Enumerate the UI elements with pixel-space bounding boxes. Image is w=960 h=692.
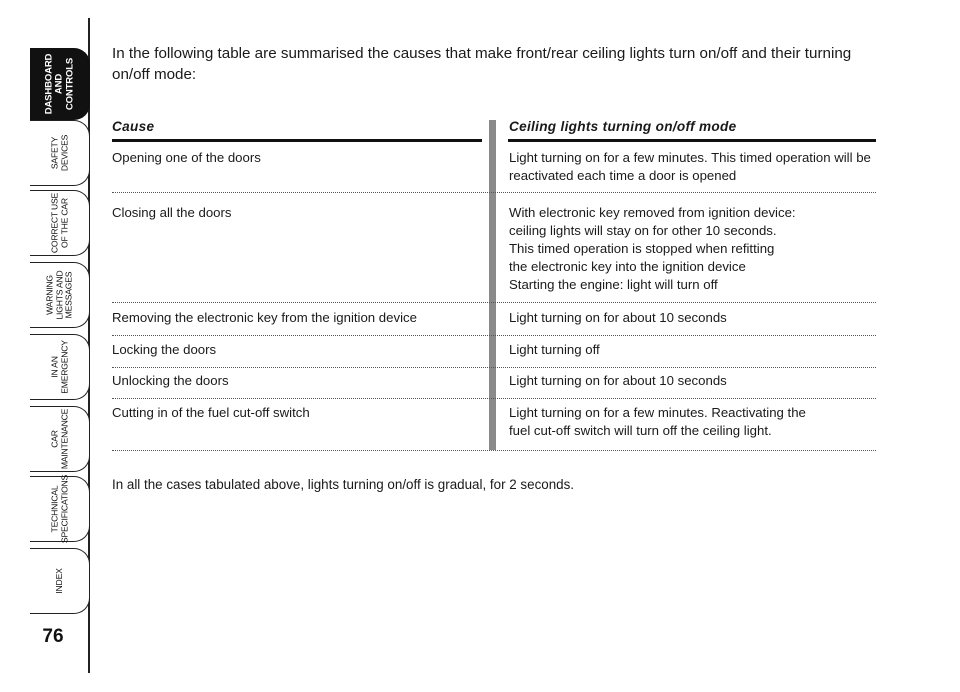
row-cause: Opening one of the doors [112, 150, 261, 165]
tab-label: WARNING LIGHTS AND MESSAGES [44, 270, 74, 320]
row-cause: Cutting in of the fuel cut-off switch [112, 405, 310, 420]
tab-car-maintenance[interactable] [30, 406, 90, 472]
row-mode: Light turning off [509, 342, 600, 357]
tab-correct-use[interactable] [30, 190, 90, 256]
tab-index[interactable] [30, 548, 90, 614]
row-cause: Unlocking the doors [112, 373, 229, 388]
tab-in-an-emergency[interactable] [30, 334, 90, 400]
footnote: In all the cases tabulated above, lights turning on/off is gradual, for 2 seconds. [112, 477, 575, 492]
row-mode: Light turning on for a few minutes. Reactivating the fuel cut-off switch will turn off the ceiling light. [509, 405, 806, 438]
intro-paragraph: In the following table are summarised the causes that make front/rear ceiling lights turn on/off and their turning on/off mode: [112, 45, 852, 83]
tab-label: DASHBOARD AND CONTROLS [42, 53, 75, 115]
page-number: 76 [42, 626, 64, 647]
row-cause: Removing the electronic key from the ignition device [112, 310, 417, 325]
header-rule-right [508, 139, 876, 142]
row-rule [112, 450, 876, 451]
column-divider-bar [489, 120, 496, 450]
tab-label: TECHNICAL SPECIFICATIONS [48, 474, 69, 544]
tab-warning-lights[interactable] [30, 262, 90, 328]
tab-dashboard-and-controls[interactable] [30, 48, 90, 120]
row-cause: Closing all the doors [112, 205, 232, 220]
row-rule [112, 192, 876, 193]
tab-label: SAFETY DEVICES [48, 134, 69, 172]
row-rule [112, 302, 876, 303]
row-mode: With electronic key removed from ignition device: ceiling lights will stay on for other 10 seconds. This timed operation is stopped when refitting the electronic key into the ignition device Starting the engine: light will turn off [509, 205, 796, 292]
row-mode: Light turning on for about 10 seconds [509, 310, 727, 325]
tab-safety-devices[interactable] [30, 120, 90, 186]
row-rule [112, 367, 876, 368]
tab-technical-specifications[interactable] [30, 476, 90, 542]
row-cause: Locking the doors [112, 342, 217, 357]
tab-label: IN AN EMERGENCY [48, 340, 69, 394]
header-mode: Ceiling lights turning on/off mode [509, 119, 737, 134]
header-cause: Cause [112, 119, 155, 134]
tab-label: CAR MAINTENANCE [48, 408, 69, 470]
header-rule-left [112, 139, 482, 142]
tab-label: INDEX [53, 568, 64, 594]
section-sidebar [0, 0, 100, 692]
row-rule [112, 398, 876, 399]
tab-label: CORRECT USE OF THE CAR [48, 192, 69, 254]
row-mode: Light turning on for about 10 seconds [509, 373, 727, 388]
row-rule [112, 335, 876, 336]
row-mode: Light turning on for a few minutes. This timed operation will be reactivated each time a door is opened [509, 150, 871, 183]
